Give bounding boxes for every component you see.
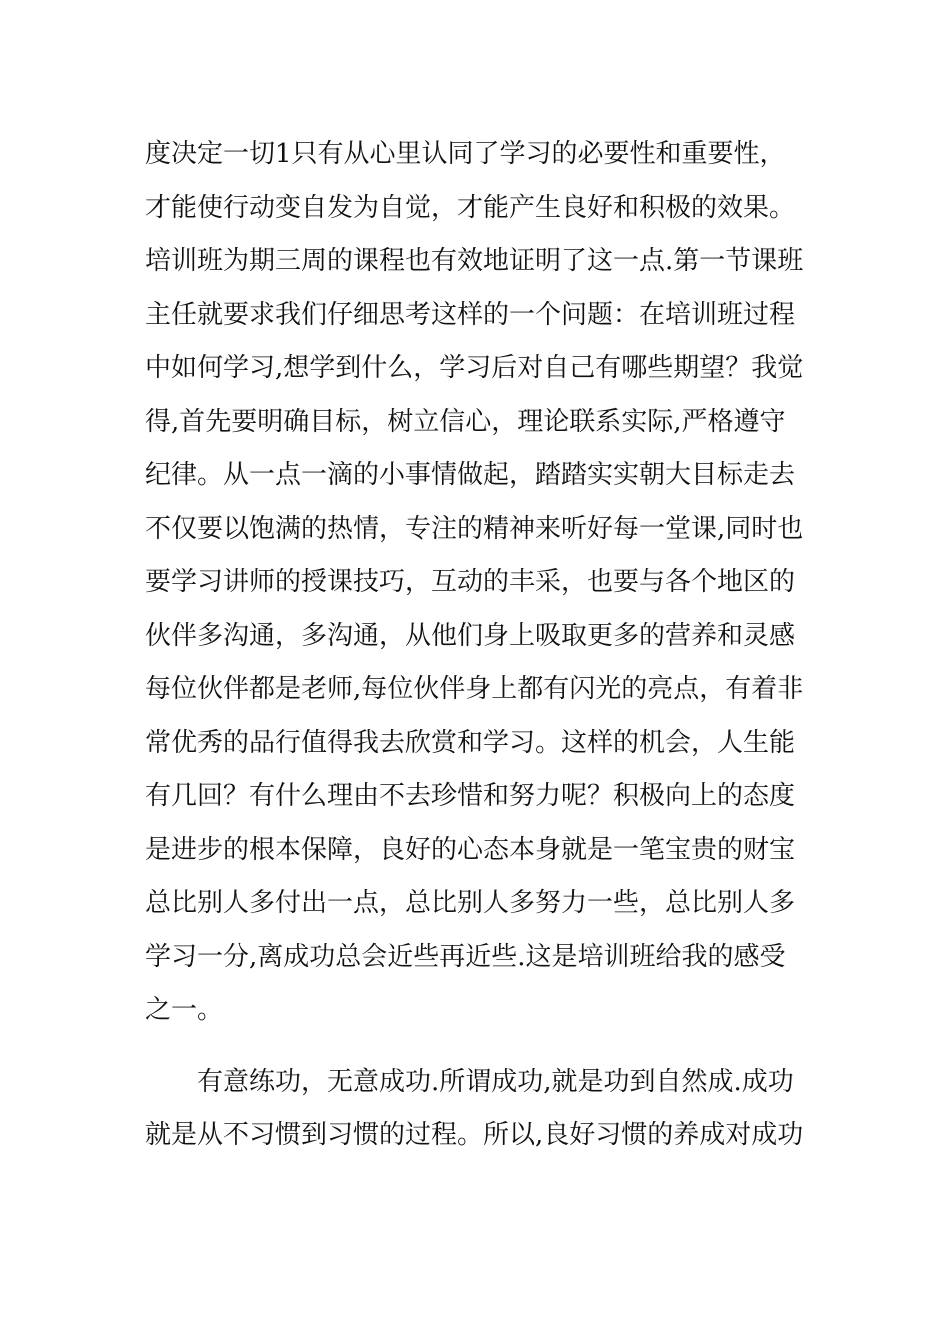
text-line: 有意练功，无意成功.所谓成功,就是功到自然成.成功 <box>197 1066 794 1097</box>
text-line: 伙伴多沟通，多沟通，从他们身上吸取更多的营养和灵感 <box>145 620 796 651</box>
text-line: 常优秀的品行值得我去欣赏和学习。这样的机会，人生能 <box>145 727 796 758</box>
paragraph-gap <box>145 1038 810 1056</box>
text-line: 是进步的根本保障，良好的心态本身就是一笔宝贵的财宝 <box>145 834 796 865</box>
text-line: 总比别人多付出一点，总比别人多努力一些，总比别人多 <box>145 888 796 918</box>
text-line: 之一。 <box>145 995 224 1025</box>
text-line: 要学习讲师的授课技巧，互动的丰采，也要与各个地区的 <box>145 567 796 597</box>
text-line: 主任就要求我们仔细思考这样的一个问题：在培训班过程 <box>145 299 796 330</box>
text-line: 每位伙伴都是老师,每位伙伴身上都有闪光的亮点，有着非 <box>145 674 804 704</box>
text-line: 不仅要以饱满的热情，专注的精神来听好每一堂课,同时也 <box>145 513 804 544</box>
text-line: 培训班为期三周的课程也有效地证明了这一点.第一节课班 <box>145 246 804 276</box>
text-line: 纪律。从一点一滴的小事情做起，踏踏实实朝大目标走去 <box>145 460 796 490</box>
text-line: 才能使行动变自发为自觉，才能产生良好和积极的效果。 <box>145 192 796 223</box>
text-line: 有几回？有什么理由不去珍惜和努力呢？积极向上的态度 <box>145 781 796 811</box>
text-line: 中如何学习,想学到什么，学习后对自己有哪些期望？我觉 <box>145 353 804 383</box>
text-line: 度决定一切1只有从心里认同了学习的必要性和重要性， <box>145 139 786 169</box>
text-line: 学习一分,离成功总会近些再近些.这是培训班给我的感受 <box>145 941 786 972</box>
paragraph-2 <box>145 1056 810 1163</box>
text-line: 就是从不习惯到习惯的过程。所以,良好习惯的养成对成功 <box>145 1120 804 1150</box>
paragraph-1 <box>145 128 810 1038</box>
body-text <box>145 128 810 1163</box>
text-line: 得,首先要明确目标，树立信心，理论联系实际,严格遵守 <box>145 406 786 437</box>
